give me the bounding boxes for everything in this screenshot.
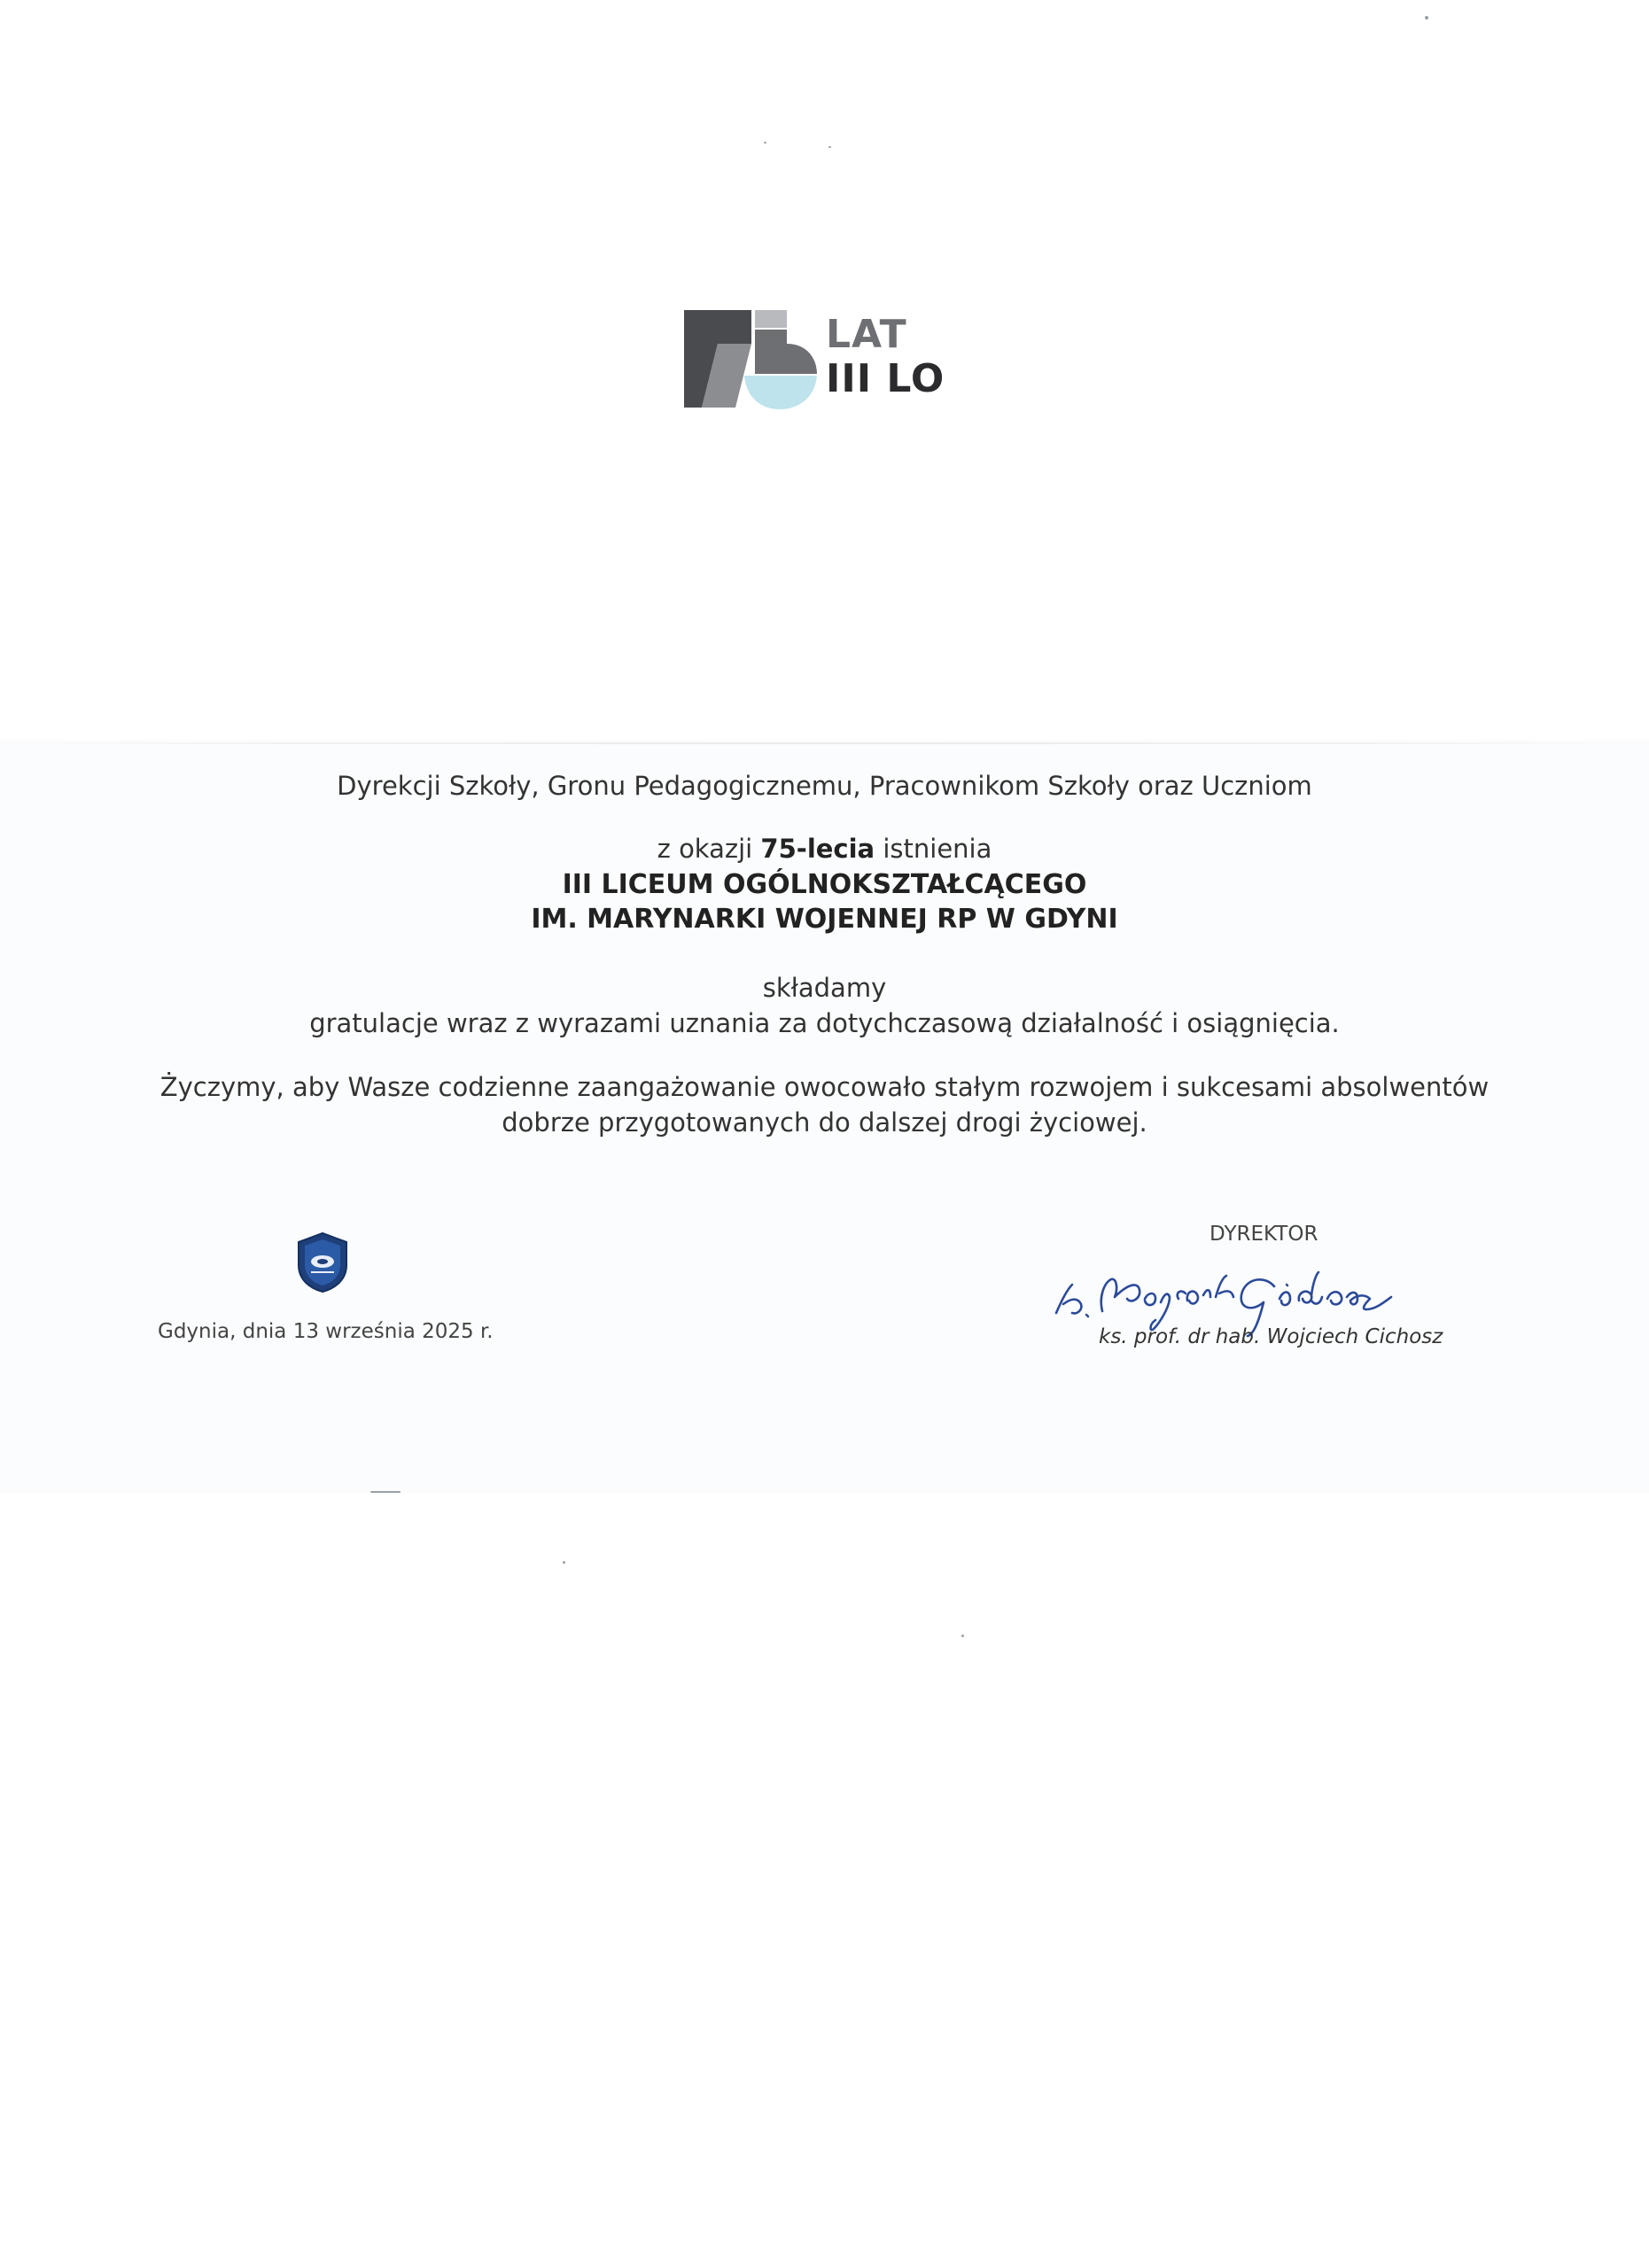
scan-speck bbox=[1425, 16, 1428, 19]
place-and-date: Gdynia, dnia 13 września 2025 r. bbox=[158, 1320, 494, 1343]
scan-speck bbox=[961, 1635, 964, 1637]
anniversary-logo bbox=[682, 308, 948, 413]
school-name-line1: III LICEUM OGÓLNOKSZTAŁCĄCEGO bbox=[562, 869, 1087, 900]
paper-fold-line bbox=[0, 742, 1649, 744]
school-crest-icon bbox=[295, 1231, 350, 1293]
signatory-name: ks. prof. dr hab. Wojciech Cichosz bbox=[1099, 1325, 1443, 1348]
logo-five-top bbox=[755, 310, 787, 328]
wishes-line1: Życzymy, aby Wasze codzienne zaangażowanie owocowało stałym rozwojem i sukcesami absolwentów bbox=[159, 1072, 1490, 1102]
logo-water-shape bbox=[744, 376, 817, 409]
verb-line: składamy bbox=[762, 973, 887, 1003]
logo-text-lat: LAT bbox=[826, 312, 907, 357]
scan-speck bbox=[563, 1561, 565, 1564]
scan-speck bbox=[370, 1491, 401, 1493]
logo-text-iii-lo: III LO bbox=[826, 356, 945, 401]
wishes-line2: dobrze przygotowanych do dalszej drogi życiowej. bbox=[502, 1107, 1147, 1138]
occasion-anniversary: 75-lecia bbox=[760, 834, 875, 864]
scan-speck bbox=[828, 146, 831, 148]
addressees-line: Dyrekcji Szkoły, Gronu Pedagogicznemu, Pracownikom Szkoły oraz Uczniom bbox=[337, 771, 1312, 801]
scan-speck bbox=[764, 142, 766, 144]
occasion-line bbox=[0, 836, 1649, 862]
logo-five-middle bbox=[755, 330, 817, 374]
occasion-prefix: z okazji bbox=[657, 834, 761, 864]
school-name-line2: IM. MARYNARKI WOJENNEJ RP W GDYNI bbox=[531, 904, 1118, 935]
signatory-role: DYREKTOR bbox=[1210, 1223, 1318, 1246]
congratulations-line: gratulacje wraz z wyrazami uznania za dotychczasową działalność i osiągnięcia. bbox=[309, 1008, 1340, 1038]
occasion-suffix: istnienia bbox=[875, 834, 992, 864]
anniversary-logo-mark bbox=[682, 308, 824, 413]
